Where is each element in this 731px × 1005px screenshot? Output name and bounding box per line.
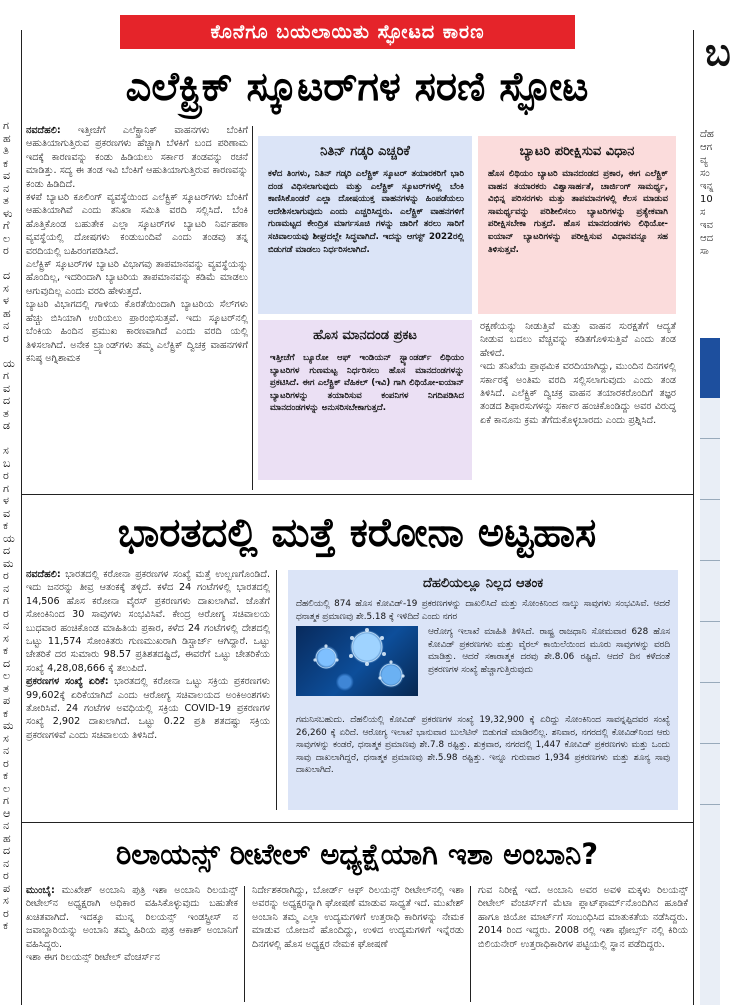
kicker-banner: ಕೊನೆಗೂ ಬಯಲಾಯಿತು ಸ್ಫೋಟದ ಕಾರಣ [120, 15, 575, 49]
delhi-box-text-top: ದೆಹಲಿಯಲ್ಲಿ 874 ಹೊಸ ಕೋವಿಡ್-19 ಪ್ರಕರಣಗಳನ್ನು ದಾಖಲಿಸಿದೆ ಮತ್ತು ಸೋಂಕಿನಿಂದ ನಾಲ್ಕು ಸಾವುಗಳು ಸಂಭವಿಸಿವೆ. ಆದರೆ ಧನಾತ್ಮಕ ಪ್ರಮಾಣವು ಶೇ.5.18 ಕ್ಕೆ ಇಳಿದಿದೆ ಎಂದು ನಗರ [296, 599, 670, 622]
story2-column-1 [26, 568, 270, 810]
story3-col-divider-1 [244, 886, 245, 1002]
delhi-box-title: ದೆಹಲಿಯಲ್ಲೂ ನಿಲ್ಲದ ಆತಂಕ [422, 576, 544, 591]
story3-headline: ರಿಲಾಯನ್ಸ್ ರೀಟೇಲ್ ಅಧ್ಯಕ್ಷೆಯಾಗಿ ಇಶಾ ಅಂಬಾನಿ? [115, 837, 599, 871]
right-column-fragments: ದೆಹ ಆಗ ವ್ಯ ಸಂ ಇನ್ನ 10 ಸ ಇವ ಆದ ಸಾ [700, 129, 714, 257]
story1-text: ಇತ್ತೀಚೆಗೆ ಎಲೆಕ್ಟ್ರಾನಿಕ್ ವಾಹನಗಳು ಬೆಂಕಿಗೆ ಆಹುತಿಯಾಗುತ್ತಿರುವ ಪ್ರಕರಣಗಳು ಹೆಚ್ಚಾಗಿ ಬೆಳಕಿಗೆ ಬಂದ ಪರಿಣಾಮ ಇದಕ್ಕೆ ಕಾರಣವನ್ನು ಕಂಡು ಹಿಡಿಯಲು ಸರ್ಕಾರ ತಂಡವನ್ನು ರಚನೆ ಮಾಡಿತ್ತು. ಸದ್ಯ ಈ ತಂಡ ಇವಿ ಬೆಂಕಿಗೆ ಆಹುತಿಯಾಗುತ್ತಿರುವ ಕಾರಣವನ್ನು ಕಂಡು ಹಿಡಿದಿದೆ. ಕಳಪೆ ಬ್ಯಾಟರಿ ಕೂಲಿಂಗ್ ವ್ಯವಸ್ಥೆಯಿಂದ ಎಲೆಕ್ಟ್ರಿಕ್ ಸ್ಕೂಟರ್‌ಗಳು ಬೆಂಕಿಗೆ ಆಹುತಿಯಾಗಿವೆ ಎಂದು ತನಿಖಾ ಸಮಿತಿ ವರದಿ ಸಲ್ಲಿಸಿದೆ. ಬೆಂಕಿ ಹೊತ್ತಿಕೊಂಡ ಬಹುತೇಕ ಎಲ್ಲಾ ಸ್ಕೂಟರ್‌ಗಳ ಬ್ಯಾಟರಿ ನಿರ್ವಹಣಾ ವ್ಯವಸ್ಥೆಯಲ್ಲಿ ದೋಷಗಳು ಕಂಡುಬಂದಿವೆ ಎಂದು ತಂಡವು ತನ್ನ ವರದಿಯಲ್ಲಿ ಬಹಿರಂಗಪಡಿಸಿದೆ. ಎಲೆಕ್ಟ್ರಿಕ್ ಸ್ಕೂಟರ್‌ಗಳ ಬ್ಯಾಟರಿ ವಿಭಾಗವು ತಾಪಮಾನವನ್ನು ವ್ಯವಸ್ಥೆಯನ್ನು ಹೊಂದಿಲ್ಲ, ಇದರಿಂದಾಗಿ ಬ್ಯಾಟರಿಯ ತಾಪಮಾನವನ್ನು ಕಡಿಮೆ ಮಾಡಲು ಆಗುವುದಿಲ್ಲ ಎಂದು ವರದಿ ಹೇಳುತ್ತದೆ. ಬ್ಯಾಟರಿ ವಿಭಾಗದಲ್ಲಿ ಗಾಳಿಯ ಕೊರತೆಯಿಂದಾಗಿ ಬ್ಯಾಟರಿಯ ಸೆಲ್‌ಗಳು ಹೆಚ್ಚು ಬಿಸಿಯಾಗಿ ಉರಿಯಲು ಪ್ರಾರಂಭಿಸುತ್ತವೆ. ಇದು ಸ್ಕೂಟರ್‌ನಲ್ಲಿ ಬೆಂಕಿಯ ಹಿಂದಿನ ಪ್ರಮುಖ ಕಾರಣವಾಗಿದೆ ಎಂದು ವರದಿ ಯಲ್ಲಿ ತಿಳಿಸಲಾಗಿದೆ. ಅನೇಕ ಬ್ರ್ಯಾಂಡ್‌ಗಳು ತಮ್ಮ ಎಲೆಕ್ಟ್ರಿಕ್ ದ್ವಿಚಕ್ರ ವಾಹನಗಳಿಗೆ ಕನಿಷ್ಠ ಅಗ್ನಿಶಾಮಕ [26, 125, 248, 364]
gadkari-box-title: ನಿತಿನ್ ಗಡ್ಕರಿ ಎಚ್ಚರಿಕೆ [320, 144, 410, 159]
story1-dateline: ನವದೆಹಲಿ: [26, 125, 61, 136]
battery-box [478, 136, 676, 314]
story2-col-divider [276, 570, 277, 810]
story2-text: ಭಾರತದಲ್ಲಿ ಕರೋನಾ ಪ್ರಕರಣಗಳ ಸಂಖ್ಯೆ ಮತ್ತೆ ಉಲ್ಬಣಗೊಂಡಿದೆ. ಇದು ಜನರನ್ನು ತೀವ್ರ ಆತಂಕಕ್ಕೆ ತಳ್ಳಿದೆ. ಕಳೆದ 24 ಗಂಟೆಗಳಲ್ಲಿ ಭಾರತದಲ್ಲಿ 14,506 ಹೊಸ ಕರೋನಾ ವೈರಸ್ ಪ್ರಕರಣಗಳು ದಾಖಲಾಗಿವೆ. ಜೊತೆಗೆ ಸೋಂಕಿನಿಂದ 30 ಸಾವುಗಳು ಸಂಭವಿಸಿವೆ. ಕೇಂದ್ರ ಆರೋಗ್ಯ ಸಚಿವಾಲಯ ಬುಧವಾರ ಹಂಚಿಕೊಂಡ ಮಾಹಿತಿಯ ಪ್ರಕಾರ, ಕಳೆದ 24 ಗಂಟೆಗಳಲ್ಲಿ ದೇಶದಲ್ಲಿ ಒಟ್ಟು 11,574 ಸೋಂಕಿತರು ಗುಣಮುಖರಾಗಿ ಡಿಸ್ಚಾರ್ಜ್ ಆಗಿದ್ದಾರೆ. ಒಟ್ಟು ಚೇತರಿಕೆ ದರ ಸುಮಾರು 98.57 ಪ್ರತಿಶತದಷ್ಟಿದೆ, ಈವರೆಗೆ ಒಟ್ಟು ಚೇತರಿಕೆಯ ಸಂಖ್ಯೆ 4,28,08,666 ಕ್ಕೆ ತಲುಪಿದೆ. [26, 569, 270, 674]
story2-headline: ಭಾರತದಲ್ಲಿ ಮತ್ತೆ ಕರೋನಾ ಅಟ್ಟಹಾಸ [117, 510, 597, 556]
gadkari-box-text: ಕಳೆದ ತಿಂಗಳು, ನಿತಿನ್ ಗಡ್ಕರಿ ಎಲೆಕ್ಟ್ರಿಕ್ ಸ್ಕೂಟರ್ ತಯಾರಕರಿಗೆ ಭಾರಿ ದಂಡ ವಿಧಿಸಲಾಗುವುದು ಮತ್ತು ಎಲೆಕ್ಟ್ರಿಕ್ ಸ್ಕೂಟರ್‌ಗಳಲ್ಲಿ ಬೆಂಕಿ ಕಾಣಿಸಿಕೊಂಡರೆ ಎಲ್ಲಾ ದೋಷಯುಕ್ತ ವಾಹನಗಳನ್ನು ಹಿಂಪಡೆಯಲು ಆದೇಶಿಸಲಾಗುವುದು ಎಂದು ಎಚ್ಚರಿಸಿದ್ದರು. ಎಲೆಕ್ಟ್ರಿಕ್ ವಾಹನಗಳಿಗೆ ಗುಣಮಟ್ಟದ ಕೇಂದ್ರಿತ ಮಾರ್ಗಸೂಚಿ ಗಳನ್ನು ಜಾರಿಗೆ ತರಲು ಸಾರಿಗೆ ಸಚಿವಾಲಯವು ಶೀಘ್ರದಲ್ಲೇ ಸಿದ್ಧವಾಗಿದೆ. ಇದನ್ನು ಆಗಸ್ಟ್ 2022ರಲ್ಲಿ ಬಿಡುಗಡೆ ಮಾಡಲು ನಿರ್ಧರಿಸಲಾಗಿದೆ. [268, 169, 464, 255]
story1-headline: ಎಲೆಕ್ಟ್ರಿಕ್ ಸ್ಕೂಟರ್‌ಗಳ ಸರಣಿ ಸ್ಫೋಟ [125, 64, 589, 110]
story1-column-3: ರಕ್ಷಣೆಯನ್ನು ನೀಡುತ್ತಿವೆ ಮತ್ತು ವಾಹನ ಸುರಕ್ಷತೆಗೆ ಆದ್ಯತೆ ನೀಡುವ ಬದಲು ವೆಚ್ಚವನ್ನು ಕಡಿತಗೊಳಿಸುತ್ತಿವೆ ಎಂದು ತಂಡ ಹೇಳಿದೆ. ಇದು ತನಿಖೆಯ ಪ್ರಾಥಮಿಕ ವರದಿಯಾಗಿದ್ದು, ಮುಂದಿನ ದಿನಗಳಲ್ಲಿ ಸರ್ಕಾರಕ್ಕೆ ಅಂತಿಮ ವರದಿ ಸಲ್ಲಿಸಲಾಗುವುದು ಎಂದು ತಂಡ ತಿಳಿಸಿದೆ. ಎಲೆಕ್ಟ್ರಿಕ್ ದ್ವಿಚಕ್ರ ವಾಹನ ತಯಾರಕರೊಂದಿಗೆ ತಜ್ಞರ ತಂಡದ ಶಿಫಾರಸುಗಳನ್ನು ಸರ್ಕಾರ ಹಂಚಿಕೊಂಡಿದ್ದು ಅವರ ವಿರುದ್ಧ ಏಕೆ ಕಾನೂನು ಕ್ರಮ ತೆಗೆದುಕೊಳ್ಳಬಾರದು ಎಂದು ಪ್ರಶ್ನಿಸಿದೆ. [480, 321, 676, 426]
story1-bottom-rule [22, 494, 693, 495]
story3-text: ಮುಖೇಶ್ ಅಂಬಾನಿ ಪುತ್ರಿ ಇಶಾ ಅಂಬಾನಿ ರಿಲಯನ್ಸ್ ರೀಟೇಲ್‌ನ ಅಧ್ಯಕ್ಷರಾಗಿ ಅಧಿಕಾರ ವಹಿಸಿಕೊಳ್ಳುವುದು ಬಹುತೇಕ ಖಚಿತವಾಗಿದೆ. ಇದಕ್ಕೂ ಮುನ್ನ ರಿಲಯನ್ಸ್ ಇಂಡಸ್ಟ್ರೀಸ್ ನ ಜವಾಬ್ದಾರಿಯನ್ನು ಅಂಬಾನಿ ತಮ್ಮ ಹಿರಿಯ ಪುತ್ರ ಆಕಾಶ್ ಅಂಬಾನಿಗೆ ವಹಿಸಿದ್ದರು. ಇಶಾ ಈಗ ರಿಲಯನ್ಸ್ ರೀಟೇಲ್ ವೆಂಚರ್ಸ್‌ನ [26, 885, 238, 964]
virus-image [296, 626, 418, 696]
story3-col-divider-2 [470, 886, 471, 1002]
gadkari-box [258, 136, 472, 314]
standard-box-title: ಹೊಸ ಮಾನದಂಡ ಪ್ರಕಟ [313, 328, 417, 343]
delhi-box [288, 570, 678, 810]
battery-box-title: ಬ್ಯಾಟರಿ ಪರೀಕ್ಷಿಸುವ ವಿಧಾನ [519, 144, 635, 159]
standard-box [258, 320, 472, 480]
battery-box-text: ಹೊಸ ಲಿಥಿಯಂ ಬ್ಯಾಟರಿ ಮಾನದಂಡದ ಪ್ರಕಾರ, ಈಗ ಎಲೆಕ್ಟ್ರಿಕ್ ವಾಹನ ತಯಾರಕರು ವಿಶ್ವಾಸಾರ್ಹತೆ, ಚಾರ್ಜಿಂಗ್ ಸಾಮರ್ಥ್ಯ, ವಿಭಿನ್ನ ಪರಿಸರಗಳು ಮತ್ತು ತಾಪಮಾನಗಳಲ್ಲಿ ಕೆಲಸ ಮಾಡುವ ಸಾಮರ್ಥ್ಯವನ್ನು ಪರಿಶೀಲಿಸಲು ಬ್ಯಾಟರಿಗಳನ್ನು ಪ್ರತ್ಯೇಕವಾಗಿ ಪರೀಕ್ಷಿಸಬೇಕಾ ಗುತ್ತದೆ. ಹೊಸ ಮಾನದಂಡಗಳು ಲಿಥಿಯೋ-ಐಯಾನ್ ಬ್ಯಾಟರಿಗಳನ್ನು ಪರೀಕ್ಷಿಸುವ ವಿಧಾನವನ್ನೂ ಸಹ ತಿಳಿಸುತ್ತವೆ. [488, 169, 668, 255]
delhi-box-text-right: ಆರೋಗ್ಯ ಇಲಾಖೆ ಮಾಹಿತಿ ತಿಳಿಸಿದೆ. ರಾಷ್ಟ್ರ ರಾಜಧಾನಿ ಸೋಮವಾರ 628 ಹೊಸ ಕೋವಿಡ್ ಪ್ರಕರಣಗಳು ಮತ್ತು ವೈರಲ್ ಕಾಯಿಲೆಯಿಂದ ಮೂರು ಸಾವುಗಳನ್ನು ವರದಿ ಮಾಡಿತ್ತು. ಆದರೆ ಸಕಾರಾತ್ಮಕ ದರವು ಶೇ.8.06 ರಷ್ಟಿದೆ. ಆದರೆ ದಿನ ಕಳೆದಂತೆ ಪ್ರಕರಣಗಳ ಸಂಖ್ಯೆ ಹೆಚ್ಚಾಗುತ್ತಿರುವುದು [428, 627, 670, 675]
story3-column-3: ಗುವ ನಿರೀಕ್ಷೆ ಇದೆ. ಅಂಬಾನಿ ಅವರ ಅವಳಿ ಮಕ್ಕಳು ರಿಲಯನ್ಸ್ ರೀಟೇಲ್ ವೆಂಚರ್ಸ್‌ಗೆ ಮೆಟಾ ಪ್ಲಾಟ್‌ಫಾರ್ಮ್‌ನೊಂದಿಗಿನ ಹೂಡಿಕೆ ಹಾಗೂ ಜಿಯೋ ಮಾರ್ಟ್‌ಗೆ ಸಂಬಂಧಿಸಿದ ಮಾತುಕತೆಯ ನಡೆಸಿದ್ದರು. 2014 ರಿಂದ ಇದ್ದರು. 2008 ರಲ್ಲಿ ಇಶಾ ಫೋರ್ಬ್ಸ್ ನಲ್ಲಿ ಕಿರಿಯ ಬಿಲಿಯನೇರ್ ಉತ್ತರಾಧಿಕಾರಿಗಳ ಪಟ್ಟಿಯಲ್ಲಿ ಸ್ಥಾನ ಪಡೆದಿದ್ದರು. [478, 885, 688, 950]
right-column-divider [693, 30, 694, 1005]
story1-column-1 [26, 124, 248, 492]
story2-text-2: ಭಾರತದಲ್ಲಿ ಕರೋನಾ ಒಟ್ಟು ಸಕ್ರಿಯ ಪ್ರಕರಣಗಳು 99,602ಕ್ಕೆ ಏರಿಕೆಯಾಗಿದೆ ಎಂದು ಆರೋಗ್ಯ ಸಚಿವಾಲಯದ ಅಂಕಿಅಂಶಗಳು ತೋರಿಸಿವೆ. 24 ಗಂಟೆಗಳ ಅವಧಿಯಲ್ಲಿ ಸಕ್ರಿಯ COVID-19 ಪ್ರಕರಣಗಳ ಸಂಖ್ಯೆ 2,902 ದಾಖಲಾಗಿದೆ. ಒಟ್ಟು 0.22 ಪ್ರತಿ ಶತದಷ್ಟು ಸಕ್ರಿಯ ಪ್ರಕರಣಗಳಿವೆ ಎಂದು ಸಚಿವಾಲಯ ತಿಳಿಸಿದೆ. [26, 676, 270, 741]
story3-column-2: ನಿರ್ದೇಶಕರಾಗಿದ್ದು, ಬೋರ್ಡ್ ಆಫ್ ರಿಲಯನ್ಸ್ ರೀಟೇಲ್‌ನಲ್ಲಿ ಇಶಾ ಅವರನ್ನು ಅಧ್ಯಕ್ಷರನ್ನಾಗಿ ಘೋಷಣೆ ಮಾಡುವ ಸಾಧ್ಯತೆ ಇದೆ. ಮುಖೇಶ್ ಅಂಬಾನಿ ತಮ್ಮ ಎಲ್ಲಾ ಉದ್ಯಮಗಳಿಗೆ ಉತ್ತರಾಧಿ ಕಾರಿಗಳನ್ನು ನೇಮಕ ಮಾಡುವ ಯೋಜನೆ ಹೊಂದಿದ್ದು, ಉಳಿದ ಉದ್ಯಮಗಳಿಗೆ ಇನ್ನೆರಡು ದಿನಗಳಲ್ಲಿ ಹೊಸ ಅಧ್ಯಕ್ಷರ ನೇಮಕ ಘೋಷಣೆ [252, 885, 464, 950]
left-column-fragments: ಗ ಹ ತಿ ಕ ವ ನ ತ ಳು ಗೆ ಲ ರ ದ ಸ ಳ ಹ ನ ರ ಯ ಗ ವ ದ ತ ಡ ಸ ಬ ರ ಗ ಳ ವ ಕ ಯ ದ ಮ ರ ನ ಗ ರ ನ ಸ ಕ ದ ಲ ತ ಪ ಕ ಮ ಸ ನ ರ ಕ ಲ ಗ ಆ ನ ಹ ದ ನ ರ ಪ ಸ ರ ಕ [3, 119, 15, 932]
story1-col-divider [252, 126, 253, 490]
story2-subhead: ಪ್ರಕರಣಗಳ ಸಂಖ್ಯೆ ಏರಿಕೆ: [26, 676, 109, 688]
standard-box-text: ಇತ್ತೀಚೆಗೆ ಬ್ಯೂರೋ ಆಫ್ ಇಂಡಿಯನ್ ಸ್ಟ್ಯಾಂಡರ್ಡ್ ಲಿಥಿಯಂ ಬ್ಯಾಟರಿಗಳ ಗುಣಮಟ್ಟ ನಿರ್ಧರಿಸಲು ಹೊಸ ಮಾನದಂಡಗಳನ್ನು ಪ್ರಕಟಿಸಿದೆ. ಈಗ ಎಲೆಕ್ಟ್ರಿಕ್ ವೆಹಿಕಲ್ (ಇವಿ) ಗಾಗಿ ಲಿಥಿಯೋ-ಐಯಾನ್ ಬ್ಯಾಟರಿಗಳನ್ನು ತಯಾರಿಸುವ ಕಂಪನಿಗಳ ನಿಗದಿಪಡಿಸಿದ ಮಾನದಂಡಗಳನ್ನು ಅನುಸರಿಸಬೇಕಾಗುತ್ತದೆ. [270, 353, 464, 414]
story2-dateline: ನವದೆಹಲಿ: [26, 569, 61, 580]
left-column-divider [21, 30, 22, 1005]
story3-column-1 [26, 884, 238, 1002]
delhi-box-text-bottom: ಗಮನಿಸಬಹುದು. ದೆಹಲಿಯಲ್ಲಿ ಕೋವಿಡ್ ಪ್ರಕರಣಗಳ ಸಂಖ್ಯೆ 19,32,900 ಕ್ಕೆ ಏರಿದ್ದು ಸೋಂಕಿನಿಂದ ಸಾವನ್ನಪ್ಪಿದವರ ಸಂಖ್ಯೆ 26,260 ಕ್ಕೆ ಏರಿದೆ. ಆರೋಗ್ಯ ಇಲಾಖೆ ಭಾನುವಾರ ಬುಲೆಟಿನ್ ಬಿಡುಗಡೆ ಮಾಡಿರಲಿಲ್ಲ. ಶನಿವಾರ, ನಗರದಲ್ಲಿ ಕೋವಿಡ್‌ನಿಂದ ಆರು ಸಾವುಗಳನ್ನು ಕಂಡರೆ, ಧನಾತ್ಮಕ ಪ್ರಮಾಣವು ಶೇ.7.8 ರಷ್ಟಿತ್ತು. ಶುಕ್ರವಾರ, ನಗರದಲ್ಲಿ 1,447 ಕೋವಿಡ್ ಪ್ರಕರಣಗಳು ಮತ್ತು ಒಂದು ಸಾವು ದಾಖಲಾಗಿದ್ದರೆ, ಧನಾತ್ಮಕ ಪ್ರಮಾಣವು ಶೇ.5.98 ರಷ್ಟಿತ್ತು. ಇನ್ನೂ ಗುರುವಾರ 1,934 ಪ್ರಕರಣಗಳು ಮತ್ತು ಶೂನ್ಯ ಸಾವು ದಾಖಲಾಗಿದೆ. [296, 715, 670, 776]
story3-dateline: ಮುಂಬೈ: [26, 885, 55, 896]
right-table-fragment [700, 338, 720, 1005]
right-headline-fragment: ಬ [705, 30, 731, 74]
story2-bottom-rule [22, 822, 693, 823]
